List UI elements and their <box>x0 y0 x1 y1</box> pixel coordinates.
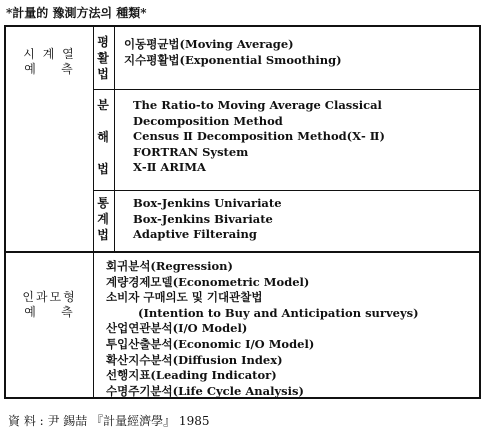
list-item: Ⅹ-Ⅱ ARIMA <box>133 160 206 175</box>
list-item: Box-Jenkins Univariate <box>133 196 282 210</box>
col-divider-causal <box>93 253 94 397</box>
list-item: FORTRAN System <box>133 144 249 159</box>
row-divider-statistical <box>93 190 479 191</box>
list-item: Box-Jenkins Bivariate <box>133 211 273 226</box>
list-item: Census Ⅱ Decomposition Method(Ⅹ- Ⅱ) <box>133 129 385 144</box>
list-item: 이동평균법(Moving Average) <box>124 37 294 51</box>
row-divider-decomposition <box>93 89 479 90</box>
category-time-series: 시 계 열 예 측 <box>23 47 76 76</box>
col-divider-category <box>93 27 94 251</box>
decomposition-methods-list <box>133 98 385 176</box>
list-item: Adaptive Filteraing <box>133 227 257 242</box>
col-divider-subgroup <box>114 27 115 251</box>
table-title: *計量的 豫測方法의 種類* <box>6 6 147 20</box>
category-causal: 인과모형 예 측 <box>22 290 77 319</box>
list-item: 투입산출분석(Economic I/O Model) <box>106 336 315 351</box>
causal-methods-list <box>106 259 419 399</box>
forecast-methods-table <box>4 25 481 399</box>
list-item: 지수평활법(Exponential Smoothing) <box>124 52 342 67</box>
row-divider-causal <box>6 251 479 253</box>
list-item: 확산지수분석(Diffusion Index) <box>106 352 283 367</box>
list-item: (Intention to Buy and Anticipation surveys) <box>106 305 419 320</box>
smoothing-methods-list <box>124 37 342 68</box>
list-item: 계량경제모델(Econometric Model) <box>106 274 310 289</box>
group-label-statistical: 통 계 법 <box>97 196 109 242</box>
list-item: 수명주기분석(Life Cycle Analysis) <box>106 383 304 398</box>
statistical-methods-list <box>133 196 282 243</box>
list-item: Decomposition Method <box>133 113 283 128</box>
group-label-smoothing: 평 활 법 <box>97 35 109 81</box>
source-citation: 資 料 : 尹 錫喆 『計量經濟學』 1985 <box>8 414 210 428</box>
list-item: 소비자 구매의도 및 기대관찰법 <box>106 290 263 305</box>
list-item: 회귀분석(Regression) <box>106 259 233 273</box>
list-item: 선행지표(Leading Indicator) <box>106 368 277 383</box>
list-item: 산업연관분석(I/O Model) <box>106 321 248 336</box>
group-label-decomposition: 분 해 법 <box>97 98 109 176</box>
list-item: The Ratio-to Moving Average Classical <box>133 98 382 112</box>
